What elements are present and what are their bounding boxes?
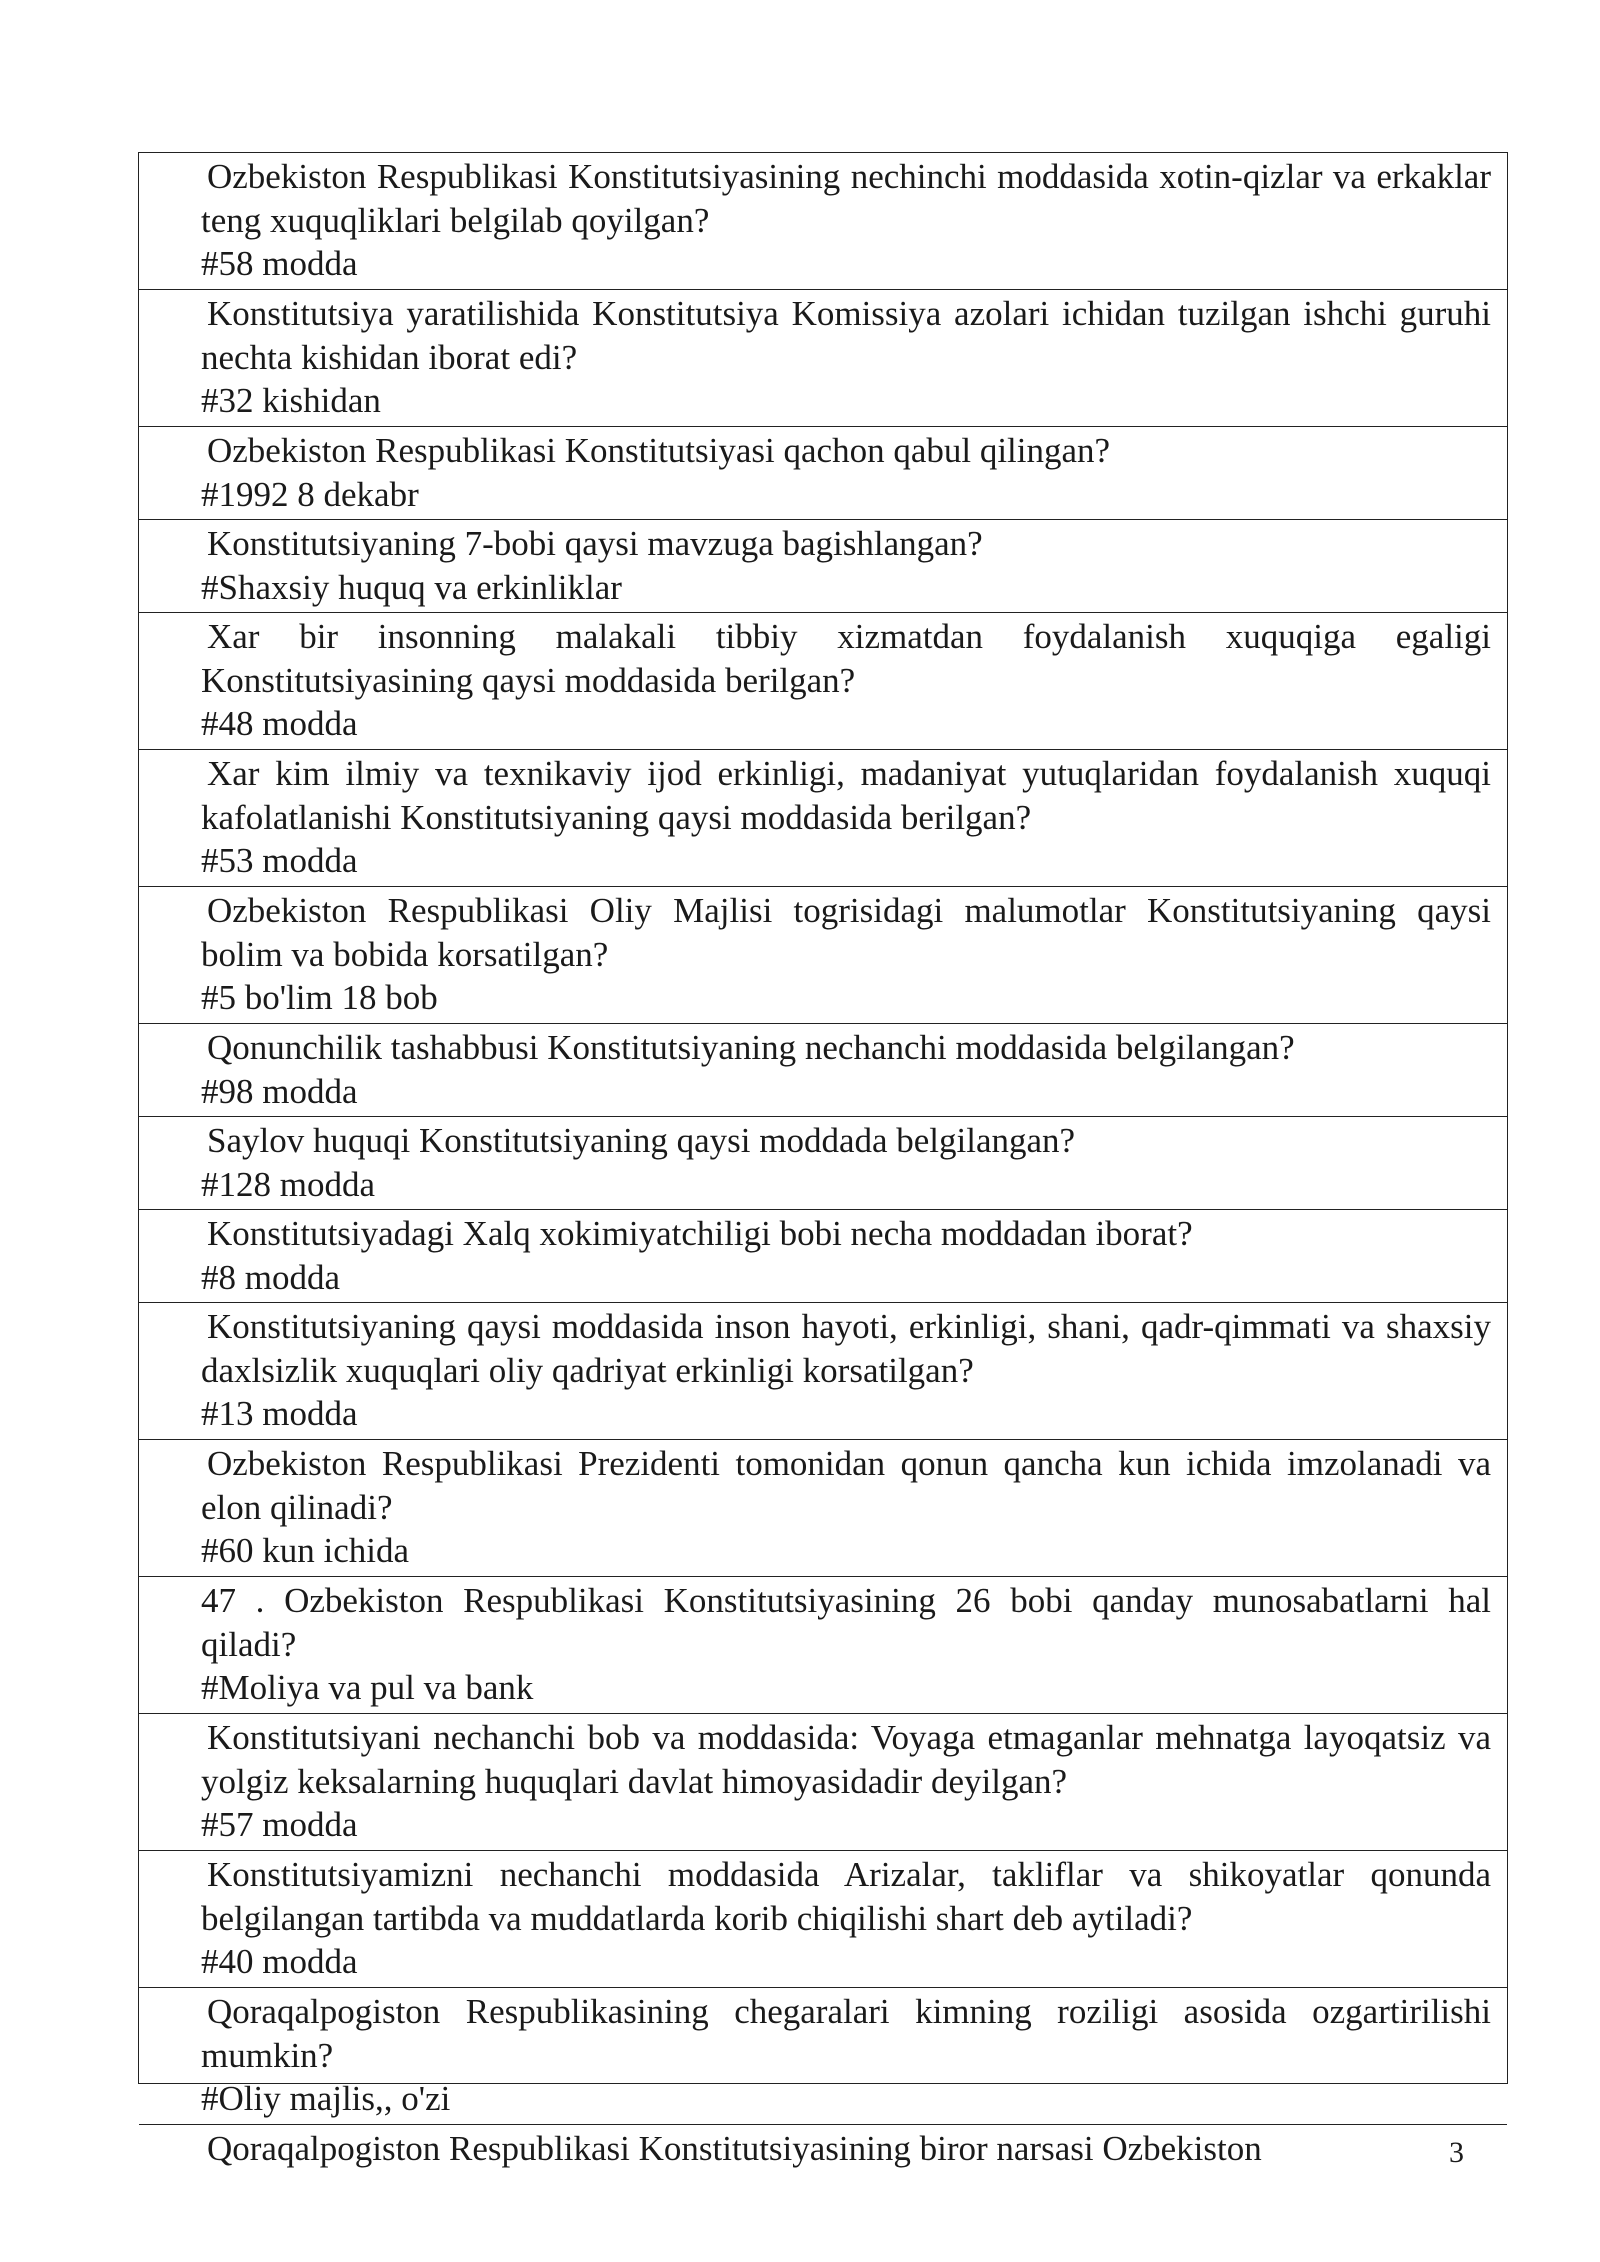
question-text: Konstitutsiyamizni nechanchi moddasida Arizalar, takliflar va shikoyatlar qonunda belgilangan tartibda va muddatlarda korib chiqilishi shart deb aytiladi? bbox=[201, 1855, 1491, 1938]
question-text: Ozbekiston Respublikasi Prezidenti tomonidan qonun qancha kun ichida imzolanadi va elon qilinadi? bbox=[201, 1444, 1491, 1527]
answer-text: #98 modda bbox=[201, 1071, 358, 1111]
qa-row bbox=[139, 1117, 1507, 1210]
qa-row bbox=[139, 1303, 1507, 1440]
question-text: Konstitutsiya yaratilishida Konstitutsiya Komissiya azolari ichidan tuzilgan ishchi guruhi nechta kishidan iborat edi? bbox=[201, 294, 1491, 377]
question-text: Xar kim ilmiy va texnikaviy ijod erkinligi, madaniyat yutuqlaridan foydalanish xuquqi kafolatlanishi Konstitutsiyaning qaysi moddasida berilgan? bbox=[201, 754, 1491, 837]
question-text: Konstitutsiyaning qaysi moddasida inson hayoti, erkinligi, shani, qadr-qimmati va shaxsiy daxlsizlik xuquqlari oliy qadriyat erkinligi korsatilgan? bbox=[201, 1307, 1491, 1390]
question-text: Konstitutsiyaning 7-bobi qaysi mavzuga bagishlangan? bbox=[207, 524, 983, 563]
answer-text: #53 modda bbox=[201, 841, 358, 881]
question-text: Ozbekiston Respublikasi Konstitutsiyasi qachon qabul qilingan? bbox=[207, 431, 1111, 470]
question-text: Qoraqalpogiston Respublikasining chegaralari kimning roziligi asosida ozgartirilishi mumkin? bbox=[201, 1992, 1491, 2075]
question-text: Konstitutsiyadagi Xalq xokimiyatchiligi bobi necha moddadan iborat? bbox=[207, 1214, 1193, 1253]
question-text: Ozbekiston Respublikasi Oliy Majlisi togrisidagi malumotlar Konstitutsiyaning qaysi bolim va bobida korsatilgan? bbox=[201, 891, 1491, 974]
qa-row bbox=[139, 2125, 1507, 2175]
qa-row bbox=[139, 153, 1507, 290]
qa-row bbox=[139, 1210, 1507, 1303]
question-text: Saylov huquqi Konstitutsiyaning qaysi moddada belgilangan? bbox=[207, 1121, 1076, 1160]
qa-row bbox=[139, 1714, 1507, 1851]
question-text: Konstitutsiyani nechanchi bob va moddasida: Voyaga etmaganlar mehnatga layoqatsiz va yolgiz keksalarning huquqlari davlat himoyasidadir deyilgan? bbox=[201, 1718, 1491, 1801]
answer-text: #Oliy majlis,, o'zi bbox=[201, 2079, 451, 2119]
answer-text: #48 modda bbox=[201, 704, 358, 744]
answer-text: #1992 8 dekabr bbox=[201, 474, 419, 514]
question-text: Xar bir insonning malakali tibbiy xizmatdan foydalanish xuquqiga egaligi Konstitutsiyasining qaysi moddasida berilgan? bbox=[201, 617, 1491, 700]
qa-row bbox=[139, 887, 1507, 1024]
qa-row bbox=[139, 427, 1507, 520]
question-text: Qoraqalpogiston Respublikasi Konstitutsiyasining biror narsasi Ozbekiston bbox=[207, 2129, 1262, 2168]
answer-text: #5 bo'lim 18 bob bbox=[201, 978, 438, 1018]
answer-text: #57 modda bbox=[201, 1805, 358, 1845]
question-text: Qonunchilik tashabbusi Konstitutsiyaning nechanchi moddasida belgilangan? bbox=[207, 1028, 1295, 1067]
question-text: 47 . Ozbekiston Respublikasi Konstitutsiyasining 26 bobi qanday munosabatlarni hal qiladi? bbox=[201, 1581, 1491, 1664]
answer-text: #60 kun ichida bbox=[201, 1531, 410, 1571]
qa-table bbox=[138, 152, 1508, 2168]
answer-text: #13 modda bbox=[201, 1394, 358, 1434]
answer-text: #40 modda bbox=[201, 1942, 358, 1982]
qa-row bbox=[139, 1440, 1507, 1577]
qa-row bbox=[139, 290, 1507, 427]
qa-row bbox=[139, 1024, 1507, 1117]
qa-row bbox=[139, 750, 1507, 887]
qa-row bbox=[139, 1577, 1507, 1714]
page-number: 3 bbox=[1449, 2136, 1464, 2169]
qa-row bbox=[139, 520, 1507, 613]
qa-row bbox=[139, 1851, 1507, 1988]
answer-text: #8 modda bbox=[201, 1257, 341, 1297]
answer-text: #Moliya va pul va bank bbox=[201, 1668, 534, 1708]
qa-row bbox=[139, 1988, 1507, 2125]
answer-text: #Shaxsiy huquq va erkinliklar bbox=[201, 567, 622, 607]
answer-text: #32 kishidan bbox=[201, 381, 381, 421]
question-text: Ozbekiston Respublikasi Konstitutsiyasining nechinchi moddasida xotin-qizlar va erkaklar teng xuquqliklari belgilab qoyilgan? bbox=[201, 157, 1491, 240]
answer-text: #128 modda bbox=[201, 1164, 376, 1204]
answer-text: #58 modda bbox=[201, 244, 358, 284]
qa-row bbox=[139, 613, 1507, 750]
